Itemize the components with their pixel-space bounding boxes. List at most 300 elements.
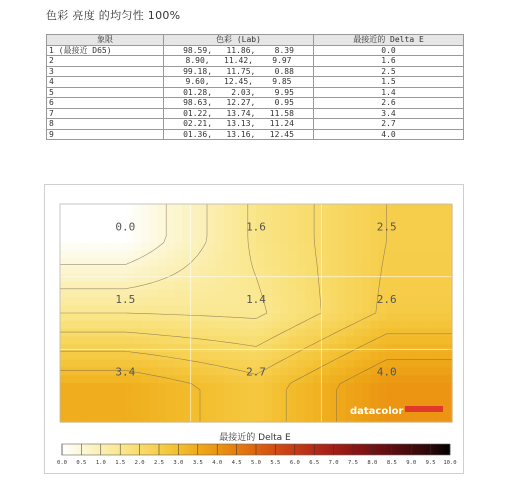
heatmap-pixel [174,383,183,391]
heatmap-pixel [158,227,167,235]
heatmap-pixel [142,360,151,368]
heatmap-pixel [272,352,281,360]
heatmap-pixel [362,259,371,267]
heatmap-pixel [199,321,208,329]
heatmap-pixel [166,305,175,313]
heatmap-pixel [354,290,363,298]
heatmap-pixel [362,305,371,313]
heatmap-pixel [207,399,216,407]
heatmap-pixel [281,336,290,344]
heatmap-pixel [183,282,192,290]
heatmap-pixel [264,329,273,337]
heatmap-pixel [297,243,306,251]
heatmap-pixel [444,414,453,422]
heatmap-pixel [436,414,445,422]
heatmap-pixel [85,313,94,321]
heatmap-pixel [313,329,322,337]
heatmap-pixel [297,360,306,368]
heatmap-pixel [150,352,159,360]
heatmap-pixel [199,329,208,337]
heatmap-pixel [330,259,339,267]
heatmap-pixel [305,235,314,243]
cell-quadrant: 1 (最接近 D65) [47,45,164,56]
heatmap-pixel [93,414,102,422]
heatmap-pixel [281,243,290,251]
heatmap-pixel [289,313,298,321]
heatmap-pixel [85,368,94,376]
heatmap-pixel [60,235,69,243]
heatmap-pixel [232,259,241,267]
heatmap-pixel [240,414,249,422]
heatmap-pixel [174,313,183,321]
cell-lab: 01.22, 13.74, 11.58 [164,108,314,119]
heatmap-pixel [362,220,371,228]
heatmap-pixel [289,329,298,337]
heatmap-pixel [150,220,159,228]
heatmap-pixel [330,360,339,368]
heatmap-pixel [338,282,347,290]
heatmap-pixel [403,243,412,251]
colorbar-tick-label: 6.5 [309,460,320,466]
cell-delta-e: 2.7 [314,119,464,130]
heatmap-pixel [354,266,363,274]
heatmap-pixel [272,290,281,298]
heatmap-pixel [199,352,208,360]
heatmap-pixel [183,212,192,220]
heatmap-pixel [93,375,102,383]
table-header-row [47,35,464,46]
heatmap-pixel [444,227,453,235]
heatmap-pixel [444,391,453,399]
cell-lab: 99.18, 11.75, 0.88 [164,66,314,77]
heatmap-pixel [158,235,167,243]
heatmap-pixel [436,375,445,383]
heatmap-pixel [125,212,134,220]
heatmap-pixel [419,297,428,305]
heatmap-pixel [281,321,290,329]
heatmap-pixel [305,220,314,228]
heatmap-pixel [223,406,232,414]
heatmap-pixel [411,321,420,329]
heatmap-pixel [395,235,404,243]
heatmap-pixel [297,383,306,391]
heatmap-pixel [362,204,371,212]
heatmap-pixel [150,266,159,274]
heatmap-pixel [68,243,77,251]
heatmap-pixel [158,344,167,352]
heatmap-pixel [289,383,298,391]
heatmap-pixel [330,204,339,212]
heatmap-pixel [411,313,420,321]
heatmap-pixel [346,360,355,368]
heatmap-pixel [387,321,396,329]
heatmap-pixel [272,406,281,414]
heatmap-pixel [215,321,224,329]
heatmap-pixel [256,391,265,399]
heatmap-pixel [346,383,355,391]
heatmap-pixel [93,305,102,313]
heatmap-pixel [125,414,134,422]
cell-delta-e: 2.6 [314,98,464,109]
heatmap-pixel [321,259,330,267]
heatmap-pixel [419,329,428,337]
heatmap-pixel [109,383,118,391]
heatmap-pixel [272,383,281,391]
heatmap-pixel [232,297,241,305]
heatmap-pixel [125,282,134,290]
heatmap-pixel [305,243,314,251]
heatmap-pixel [117,212,126,220]
heatmap-pixel [419,391,428,399]
heatmap-pixel [354,383,363,391]
heatmap-pixel [436,235,445,243]
heatmap-pixel [297,259,306,267]
heatmap-pixel [117,243,126,251]
quadrant-table [46,34,464,140]
heatmap-pixel [354,329,363,337]
heatmap-pixel [395,344,404,352]
heatmap-pixel [281,212,290,220]
heatmap-pixel [166,406,175,414]
heatmap-pixel [419,313,428,321]
heatmap-pixel [362,352,371,360]
heatmap-pixel [354,336,363,344]
heatmap-pixel [191,406,200,414]
heatmap-pixel [68,383,77,391]
heatmap-pixel [207,220,216,228]
heatmap-pixel [411,251,420,259]
heatmap-pixel [76,212,85,220]
heatmap-pixel [411,336,420,344]
heatmap-pixel [150,399,159,407]
heatmap-pixel [199,313,208,321]
heatmap-pixel [370,274,379,282]
heatmap-pixel [215,282,224,290]
heatmap-pixel [346,321,355,329]
heatmap-pixel [223,383,232,391]
heatmap-pixel [174,274,183,282]
heatmap-pixel [142,391,151,399]
heatmap-pixel [150,414,159,422]
cell-value-label: 1.5 [115,293,136,306]
heatmap-pixel [444,251,453,259]
heatmap-pixel [166,344,175,352]
heatmap-pixel [223,204,232,212]
heatmap-pixel [395,313,404,321]
heatmap-pixel [248,305,257,313]
heatmap-pixel [223,336,232,344]
heatmap-pixel [101,243,110,251]
heatmap-pixel [419,290,428,298]
heatmap-pixel [117,274,126,282]
heatmap-pixel [117,406,126,414]
heatmap-pixel [444,282,453,290]
heatmap-pixel [264,336,273,344]
heatmap-pixel [272,274,281,282]
heatmap-pixel [109,399,118,407]
heatmap-pixel [297,227,306,235]
heatmap-pixel [354,227,363,235]
heatmap-pixel [305,274,314,282]
heatmap-pixel [85,329,94,337]
heatmap-pixel [256,336,265,344]
heatmap-pixel [223,212,232,220]
heatmap-pixel [125,305,134,313]
heatmap-pixel [93,235,102,243]
heatmap-pixel [436,274,445,282]
heatmap-pixel [256,243,265,251]
heatmap-pixel [117,204,126,212]
heatmap-pixel [387,383,396,391]
heatmap-pixel [191,243,200,251]
heatmap-pixel [313,391,322,399]
heatmap-pixel [60,399,69,407]
heatmap-pixel [338,391,347,399]
heatmap-pixel [101,297,110,305]
heatmap-pixel [68,406,77,414]
colorbar-tick-label: 2.5 [154,460,164,466]
heatmap-pixel [387,305,396,313]
heatmap-pixel [183,251,192,259]
heatmap-pixel [305,344,314,352]
heatmap-pixel [289,414,298,422]
heatmap-pixel [158,220,167,228]
heatmap-pixel [248,399,257,407]
heatmap-pixel [248,414,257,422]
heatmap-pixel [436,344,445,352]
heatmap-pixel [370,329,379,337]
heatmap-pixel [109,414,118,422]
cell-delta-e: 1.4 [314,87,464,98]
heatmap-pixel [289,297,298,305]
heatmap-pixel [191,368,200,376]
heatmap-pixel [150,235,159,243]
heatmap-pixel [166,220,175,228]
heatmap-pixel [134,399,143,407]
heatmap-pixel [395,212,404,220]
heatmap-pixel [411,375,420,383]
heatmap-pixel [93,336,102,344]
heatmap-pixel [436,282,445,290]
heatmap-pixel [354,368,363,376]
heatmap-pixel [379,282,388,290]
heatmap-pixel [338,360,347,368]
heatmap-pixel [297,212,306,220]
heatmap-pixel [150,391,159,399]
heatmap-pixel [158,297,167,305]
heatmap-pixel [101,305,110,313]
heatmap-pixel [85,274,94,282]
heatmap-pixel [321,344,330,352]
heatmap-pixel [240,352,249,360]
heatmap-pixel [183,368,192,376]
heatmap-pixel [183,290,192,298]
heatmap-pixel [444,352,453,360]
heatmap-pixel [117,251,126,259]
heatmap-pixel [158,368,167,376]
heatmap-pixel [117,336,126,344]
heatmap-pixel [166,352,175,360]
heatmap-pixel [60,220,69,228]
colorbar-tick-label: 9.0 [406,460,417,466]
heatmap-pixel [346,220,355,228]
heatmap-pixel [419,368,428,376]
heatmap-pixel [240,204,249,212]
heatmap-pixel [199,375,208,383]
heatmap-pixel [199,212,208,220]
heatmap-pixel [305,305,314,313]
heatmap-pixel [134,259,143,267]
heatmap-pixel [436,360,445,368]
heatmap-pixel [281,368,290,376]
heatmap-pixel [134,414,143,422]
heatmap-pixel [60,383,69,391]
heatmap-pixel [436,204,445,212]
heatmap-pixel [297,297,306,305]
heatmap-pixel [411,368,420,376]
cell-value-label: 2.5 [376,220,397,234]
heatmap-pixel [183,243,192,251]
heatmap-pixel [387,282,396,290]
heatmap-pixel [370,259,379,267]
heatmap-pixel [330,220,339,228]
heatmap-pixel [101,321,110,329]
heatmap-pixel [321,212,330,220]
heatmap-pixel [76,375,85,383]
heatmap-pixel [419,212,428,220]
heatmap-pixel [272,336,281,344]
heatmap-pixel [101,329,110,337]
heatmap-pixel [215,344,224,352]
heatmap-pixel [125,352,134,360]
heatmap-pixel [370,251,379,259]
heatmap-pixel [281,399,290,407]
heatmap-pixel [191,235,200,243]
heatmap-pixel [346,227,355,235]
heatmap-pixel [321,313,330,321]
heatmap-pixel [272,344,281,352]
heatmap-pixel [395,305,404,313]
heatmap-pixel [346,368,355,376]
heatmap-pixel [125,321,134,329]
heatmap-pixel [68,321,77,329]
heatmap-pixel [191,266,200,274]
cell-quadrant: 7 [47,108,164,119]
heatmap-pixel [76,290,85,298]
heatmap-pixel [264,235,273,243]
heatmap-pixel [232,375,241,383]
heatmap-pixel [387,336,396,344]
heatmap-pixel [183,220,192,228]
heatmap-pixel [158,336,167,344]
heatmap-pixel [68,360,77,368]
heatmap-pixel [158,406,167,414]
heatmap-pixel [207,406,216,414]
heatmap-pixel [272,414,281,422]
heatmap-pixel [85,391,94,399]
heatmap-pixel [134,321,143,329]
heatmap-pixel [166,243,175,251]
heatmap-pixel [297,368,306,376]
heatmap-pixel [240,259,249,267]
heatmap-pixel [134,391,143,399]
heatmap-pixel [240,383,249,391]
heatmap-pixel [289,243,298,251]
heatmap-pixel [428,368,437,376]
heatmap-pixel [281,251,290,259]
heatmap-pixel [379,266,388,274]
heatmap-pixel [134,383,143,391]
heatmap-pixel [85,305,94,313]
heatmap-pixel [444,329,453,337]
heatmap-pixel [174,220,183,228]
heatmap-pixel [68,305,77,313]
heatmap-pixel [419,227,428,235]
heatmap-pixel [199,368,208,376]
heatmap-pixel [264,344,273,352]
heatmap-pixel [101,399,110,407]
heatmap-pixel [85,251,94,259]
heatmap-pixel [142,344,151,352]
heatmap-pixel [403,360,412,368]
colorbar-tick-label: 7.0 [328,460,339,466]
heatmap-pixel [68,259,77,267]
heatmap-pixel [444,243,453,251]
heatmap-pixel [403,212,412,220]
heatmap-pixel [174,329,183,337]
heatmap-pixel [125,313,134,321]
heatmap-pixel [444,259,453,267]
heatmap-pixel [142,274,151,282]
colorbar-tick-label: 5.0 [251,460,261,466]
heatmap-pixel [125,204,134,212]
heatmap-pixel [387,266,396,274]
heatmap-pixel [134,204,143,212]
heatmap-pixel [215,297,224,305]
heatmap-pixel [354,344,363,352]
heatmap-pixel [338,220,347,228]
heatmap-pixel [68,313,77,321]
heatmap-pixel [117,313,126,321]
heatmap-pixel [183,399,192,407]
heatmap-pixel [240,305,249,313]
heatmap-pixel [215,313,224,321]
heatmap-pixel [60,375,69,383]
cell-value-label: 2.7 [246,365,266,379]
heatmap-pixel [207,305,216,313]
heatmap-pixel [101,259,110,267]
heatmap-pixel [93,204,102,212]
heatmap-pixel [93,383,102,391]
heatmap-pixel [199,290,208,298]
heatmap-pixel [305,360,314,368]
heatmap-pixel [272,399,281,407]
heatmap-pixel [256,212,265,220]
heatmap-pixel [313,282,322,290]
heatmap-pixel [215,251,224,259]
heatmap-pixel [297,266,306,274]
heatmap-pixel [362,360,371,368]
heatmap-pixel [207,297,216,305]
heatmap-pixel [93,259,102,267]
heatmap-pixel [436,321,445,329]
heatmap-pixel [60,274,69,282]
cell-lab: 02.21, 13.13, 11.24 [164,119,314,130]
cell-value-label: 0.0 [115,220,136,234]
heatmap-pixel [223,243,232,251]
heatmap-pixel [125,251,134,259]
heatmap-pixel [411,243,420,251]
